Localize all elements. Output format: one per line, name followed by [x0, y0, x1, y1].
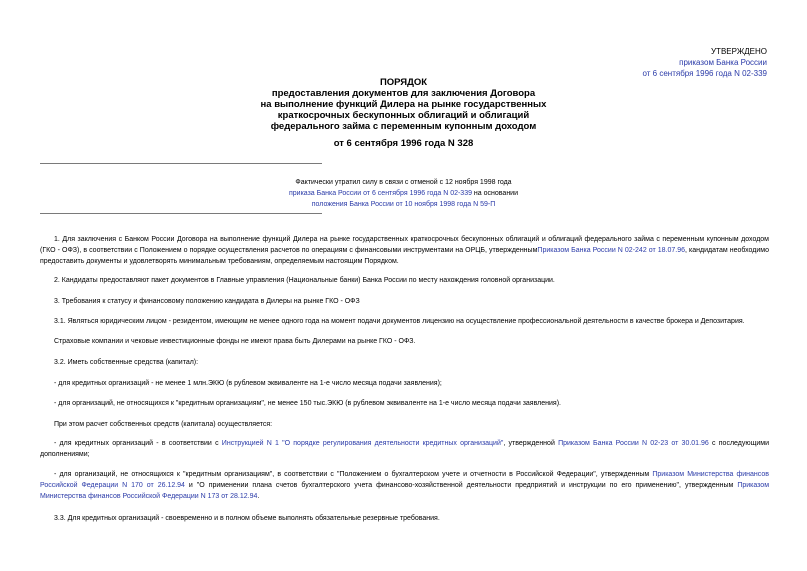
- status-note-line-2: [0, 188, 807, 199]
- paragraph-3-2-e: [40, 469, 769, 502]
- document-date: от 6 сентября 1996 года N 328: [333, 138, 474, 149]
- paragraph-3-1-note: Страховые компании и чековые инвестиционные фонды не имеют права быть Дилерами на рынке ГКО - ОФЗ.: [54, 338, 416, 345]
- paragraph-2: 2. Кандидаты предоставляют пакет документов в Главные управления (Национальные банки) Банка России по месту нахождения головной организации.: [54, 277, 555, 284]
- title-line-3: на выполнение функций Дилера на рынке государственных: [260, 99, 547, 110]
- paragraph-1-text-a: 1. Для заключения с Банком России Договора на выполнение функций Дилера на рынке государственных краткосрочных бескупонных облигаций и облигаций федерального займа с переменным купонным доходом (ГКО - ОФЗ), в соответствии с Положением о порядке осуществления расчетов по операциям с финансовыми инструментами на ОРЦБ, утвержденным: [40, 236, 769, 254]
- paragraph-3-2-d: [40, 438, 769, 460]
- paragraph-3-2-d-text-a: - для кредитных организаций - в соответствии с: [54, 440, 222, 447]
- paragraph-3-2: 3.2. Иметь собственные средства (капитал):: [54, 359, 199, 366]
- approval-heading: УТВЕРЖДЕНО: [710, 47, 767, 56]
- paragraph-3-2-c: При этом расчет собственных средств (капитала) осуществляется:: [54, 421, 273, 428]
- title-line-1: ПОРЯДОК: [379, 77, 428, 88]
- paragraph-3-2-d-text-c: с последующими дополнениями;: [40, 440, 769, 458]
- paragraph-3: 3. Требования к статусу и финансовому положению кандидата в Дилеры на рынке ГКО - ОФЗ: [54, 298, 360, 305]
- minfin-order-170-link[interactable]: Приказом Министерства финансов Российской Федерации N 170 от 26.12.94: [40, 471, 769, 489]
- cancel-order-link[interactable]: приказа Банка России от 6 сентября 1996 года N 02-339: [288, 190, 472, 197]
- minfin-order-173-link[interactable]: Приказом Министерства финансов Российской Федерации N 173 от 28.12.94: [40, 482, 770, 500]
- title-line-5: федерального займа с переменным купонным доходом: [270, 121, 537, 132]
- regulation-link[interactable]: положения Банка России от 10 ноября 1998 года N 59-П: [311, 201, 496, 208]
- instruction-1-link[interactable]: Инструкцией N 1 "О порядке регулирования деятельности кредитных организаций": [221, 440, 504, 447]
- paragraph-1-text-b: , кандидатам необходимо предоставить документы и удовлетворять минимальным требованиям, определяемым настоящим Порядком.: [40, 247, 770, 265]
- title-line-4: краткосрочных бескупонных облигаций и облигаций: [277, 110, 530, 121]
- divider-top: [40, 163, 322, 164]
- divider-bottom: [40, 213, 322, 214]
- paragraph-3-2-b: - для организаций, не относящихся к "кредитным организациям", не менее 150 тыс.ЭКЮ (в рублевом эквиваленте на 1-е число месяца подачи заявления).: [54, 400, 561, 407]
- paragraph-3-2-e-text-a: - для организаций, не относящихся к "кредитным организациям", в соответствии с "Положением о бухгалтерском учете и отчетности в Российской Федерации", утвержденным: [54, 471, 653, 478]
- order-02-242-link[interactable]: Приказом Банка России N 02-242 от 18.07.96: [537, 247, 686, 254]
- order-02-23-link[interactable]: Приказом Банка России N 02-23 от 30.01.96: [558, 440, 709, 447]
- paragraph-3-1: 3.1. Являться юридическим лицом - резидентом, имеющим не менее одного года на момент подачи документов лицензию на осуществление профессиональной деятельности в качестве брокера и Депозитария.: [54, 318, 745, 325]
- paragraph-3-2-a: - для кредитных организаций - не менее 1 млн.ЭКЮ (в рублевом эквиваленте на 1-е число месяца подачи заявления);: [54, 380, 442, 387]
- approval-date-link[interactable]: от 6 сентября 1996 года N 02-339: [642, 69, 767, 78]
- document-title: [0, 77, 807, 132]
- paragraph-3-2-d-text-b: , утвержденной: [503, 440, 559, 447]
- status-note-line-1: Фактически утратил силу в связи с отменой с 12 ноября 1998 года: [295, 179, 512, 186]
- paragraph-3-2-e-text-b: и "О применении плана счетов бухгалтерского учета финансово-хозяйственной деятельности предприятий и инструкции по его применению", утвержденным: [184, 482, 738, 489]
- status-note: [0, 177, 807, 210]
- approval-block: [643, 46, 767, 79]
- title-line-2: предоставления документов для заключения Договора: [271, 88, 536, 99]
- approval-order-link[interactable]: приказом Банка России: [679, 58, 767, 67]
- paragraph-1: [40, 234, 769, 267]
- paragraph-3-3: 3.3. Для кредитных организаций - своевременно и в полном объеме выполнять обязательные резервные требования.: [54, 515, 440, 522]
- status-note-text: на основании: [471, 190, 519, 197]
- paragraph-3-2-e-text-c: .: [257, 493, 260, 500]
